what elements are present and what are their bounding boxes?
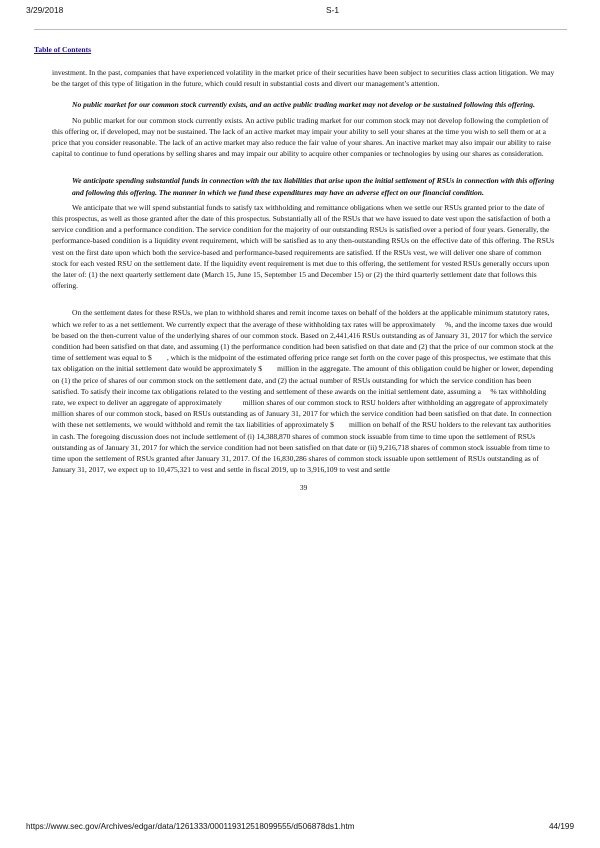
paragraph: On the settlement dates for these RSUs, we plan to withhold shares and remit income taxes on behalf of the holders at the applicable minimum statutory rates, which we refer to as a net settlement. We currently expect that the average of these withholding tax rates will be approximately %, and the income taxes due would be based on the then-current value of the underlying shares of our common stock. Based on 2,441,416 RSUs outstanding as of January 31, 2017 for which the service condition had been satisfied on that date, and assuming (1) the performance condition had been satisfied on that date and (2) that the price of our common stock at the time of settlement was equal to $ , which is the midpoint of the estimated offering price range set forth on the cover page of this prospectus, we estimate that this tax obligation on the initial settlement date would be approximately $ million in the aggregate. The amount of this obligation could be higher or lower, depending on (1) the price of shares of our common stock on the settlement date, and (2) the actual number of RSUs outstanding for which the service condition has been satisfied. To satisfy their income tax obligations related to the vesting and settlement of these awards on the initial settlement date, assuming a % tax withholding rate, we expect to deliver an aggregate of approximately million shares of our common stock to RSU holders after withholding an aggregate of approximately million shares of our common stock, based on RSUs outstanding as of January 31, 2017 for which the service condition had been satisfied on that date. In connection with these net settlements, we would withhold and remit the tax liabilities of approximately $ million on behalf of the RSU holders to the relevant tax authorities in cash. The foregoing discussion does not include settlement of (i) 14,388,870 shares of common stock issuable from time to time upon the settlement of RSUs outstanding as of January 31, 2017 for which the service condition had not been satisfied on that date or (ii) 9,216,718 shares of common stock issuable from time to time upon the settlement of RSUs granted after January 31, 2017. Of the 16,830,286 shares of common stock issuable upon settlement of RSUs outstanding as of January 31, 2017, we expect up to 10,475,321 to vest and settle in fiscal 2019, up to 3,916,109 to vest and settle bbox=[52, 308, 569, 475]
document-title: S-1 bbox=[326, 5, 340, 15]
risk-heading: No public market for our common stock currently exists, and an active public trading market may not develop or be sustained following this offering. bbox=[72, 100, 535, 110]
table-of-contents-link[interactable]: Table of Contents bbox=[34, 45, 92, 54]
risk-heading: We anticipate spending substantial funds in connection with the tax liabilities that arise upon the initial settlement of RSUs in connection with this offering and following this offering. The manner in which we fund these expenditures may have an adverse effect on our financial condition. bbox=[72, 176, 555, 197]
page-number: 39 bbox=[299, 482, 308, 492]
paragraph: investment. In the past, companies that have experienced volatility in the market price of their securities have been subject to securities class action litigation. We may be the target of this type of litigation in the future, which could result in substantial costs and divert our management’s attention. bbox=[52, 68, 555, 89]
header-divider bbox=[34, 29, 567, 30]
print-page-count: 44/199 bbox=[548, 822, 574, 831]
paragraph: We anticipate that we will spend substantial funds to satisfy tax withholding and remittance obligations when we settle our RSUs granted prior to the date of this prospectus, as well as those granted after the date of this prospectus. Substantially all of the RSUs that we have issued to date vest upon the satisfaction of both a service condition and a performance condition. The service condition for the majority of our outstanding RSUs is satisfied over a period of four years. Generally, the performance-based condition is a liquidity event requirement, which will be satisfied as to any then-outstanding RSUs on the effective date of this offering. The RSUs vest on the first date upon which both the service-based and performance-based requirements are satisfied. If the RSUs vest, we will deliver one share of common stock for each vested RSU on the settlement date. If the liquidity event requirement is met due to this offering, the settlement for vested RSUs generally occurs upon the later of: (1) the next quarterly settlement date (March 15, June 15, September 15 and December 15) or (2) the third quarterly settlement date that follows this offering. bbox=[52, 202, 555, 291]
document-body bbox=[52, 67, 569, 493]
source-url: https://www.sec.gov/Archives/edgar/data/1261333/000119312518099555/d506878ds1.htm bbox=[26, 822, 355, 831]
print-date: 3/29/2018 bbox=[26, 5, 64, 15]
paragraph: No public market for our common stock currently exists. An active public trading market for our common stock may not develop following the completion of this offering or, if developed, may not be sustained. The lack of an active market may impair your ability to sell your shares at the time you wish to sell them or at a price that you consider reasonable. The lack of an active market may also reduce the fair value of your shares. An inactive market may also impair our ability to raise capital to continue to fund operations by selling shares and may impair our ability to acquire other companies or technologies by using our shares as consideration. bbox=[52, 115, 551, 159]
